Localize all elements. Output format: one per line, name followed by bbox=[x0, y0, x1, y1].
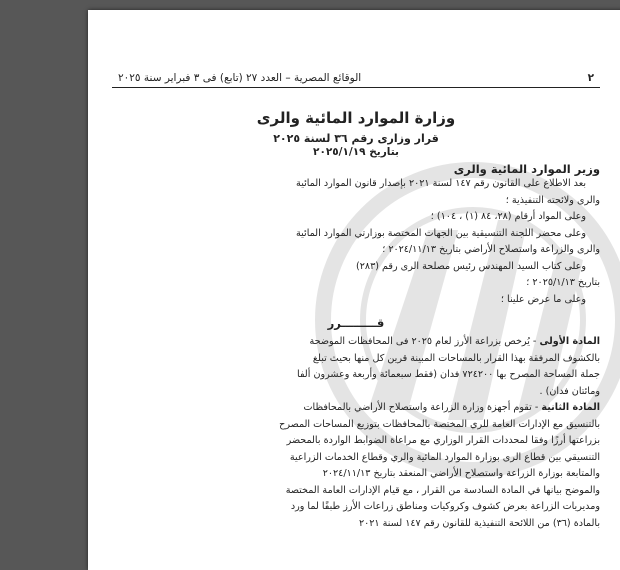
article-2-line: - تقوم أجهزة وزارة الزراعة واستصلاح الأراضي بالمحافظات bbox=[303, 402, 542, 413]
article-2-line: والموضح بيانها في المادة السادسة من القرار ، مع قيام الإدارات العامة المختصة bbox=[285, 484, 600, 496]
article-2-line: بالمادة (٣٦) من اللائحة التنفيذية للقانون رقم ١٤٧ لسنة ٢٠٢١ bbox=[358, 517, 600, 529]
preamble-line: والرى ولائحته التنفيذية ؛ bbox=[505, 194, 600, 206]
article-1-line: ومائتان فدان) . bbox=[539, 385, 600, 397]
decree-title: قرار وزارى رقم ٣٦ لسنة ٢٠٢٥ bbox=[273, 132, 439, 145]
preamble-line: والرى والزراعة واستصلاح الأراضي بتاريخ ٢٠٢٤/١١/١٣ ؛ bbox=[382, 244, 600, 255]
preamble-line: وعلى ما عرض علينا ؛ bbox=[500, 293, 586, 305]
preamble-line: وعلى محضر اللجنة التنسيقية بين الجهات المختصة بوزارتي الموارد المائية bbox=[295, 227, 586, 239]
article-1-line: بالكشوف المرفقة بهذا القرار بالمساحات المبينة قرين كل منها بحيث تبلغ bbox=[312, 352, 600, 364]
preamble bbox=[112, 176, 600, 308]
preamble-line: بعد الاطلاع على القانون رقم ١٤٧ لسنة ٢٠٢١ بإصدار قانون الموارد المائية bbox=[296, 178, 586, 189]
minister-title: وزير الموارد المائية والرى bbox=[453, 162, 600, 176]
document-page bbox=[88, 10, 620, 570]
preamble-line: وعلى المواد أرقام (٢٨، ٨٤ (١) ، ١٠٤) ؛ bbox=[430, 211, 586, 222]
decree-date: بتاريخ ٢٠٢٥/١/١٩ bbox=[313, 146, 399, 158]
page-number: ٢ bbox=[587, 72, 594, 84]
article-2 bbox=[112, 400, 600, 532]
document-content bbox=[112, 72, 600, 532]
article-1-label: المادة الأولى bbox=[539, 336, 600, 347]
article-2-line: ومديريات الزراعة بعرض كشوف وكروكيات ومناطق زراعات الأرز طبقًا لما ورد bbox=[290, 501, 600, 512]
article-1 bbox=[112, 334, 600, 400]
gazette-issue-line: الوقائع المصرية – العدد ٢٧ (تابع) فى ٣ فبراير سنة ٢٠٢٥ bbox=[118, 72, 362, 84]
gazette-header bbox=[112, 72, 600, 88]
article-1-line: - يُرخص بزراعة الأرز لعام ٢٠٢٥ فى المحافظات الموضحة bbox=[309, 336, 540, 347]
article-1-line: جملة المساحة المصرح بها ٧٢٤٢٠٠ فدان (فقط سبعمائة وأربعة وعشرون ألفا bbox=[297, 369, 600, 380]
article-2-line: بزراعتها أرزًا وفقا لمحددات القرار الوزاري مع مراعاة الضوابط الواردة بالمحضر bbox=[286, 435, 600, 446]
article-2-line: بالتنسيق مع الإدارات العامة للري المختصة بالمحافظات بتوزيع المساحات المصرح bbox=[279, 418, 600, 430]
decision-heading: قـــــــــرر bbox=[327, 316, 385, 330]
preamble-line: وعلى كتاب السيد المهندس رئيس مصلحة الرى رقم (٢٨٣) bbox=[356, 260, 586, 272]
article-2-line: التنسيقي بين قطاع الرى بوزارة الموارد المائية والري وقطاع الخدمات الزراعية bbox=[289, 451, 600, 463]
ministry-title: وزارة الموارد المائية والرى bbox=[256, 109, 456, 127]
preamble-line: بتاريخ ٢٠٢٥/١/١٣ ؛ bbox=[526, 277, 600, 288]
article-2-line: والمتابعة بوزارة الزراعة واستصلاح الأراضي المنعقد بتاريخ ٢٠٢٤/١١/١٣ bbox=[322, 468, 600, 479]
article-2-label: المادة الثانية bbox=[541, 402, 600, 413]
